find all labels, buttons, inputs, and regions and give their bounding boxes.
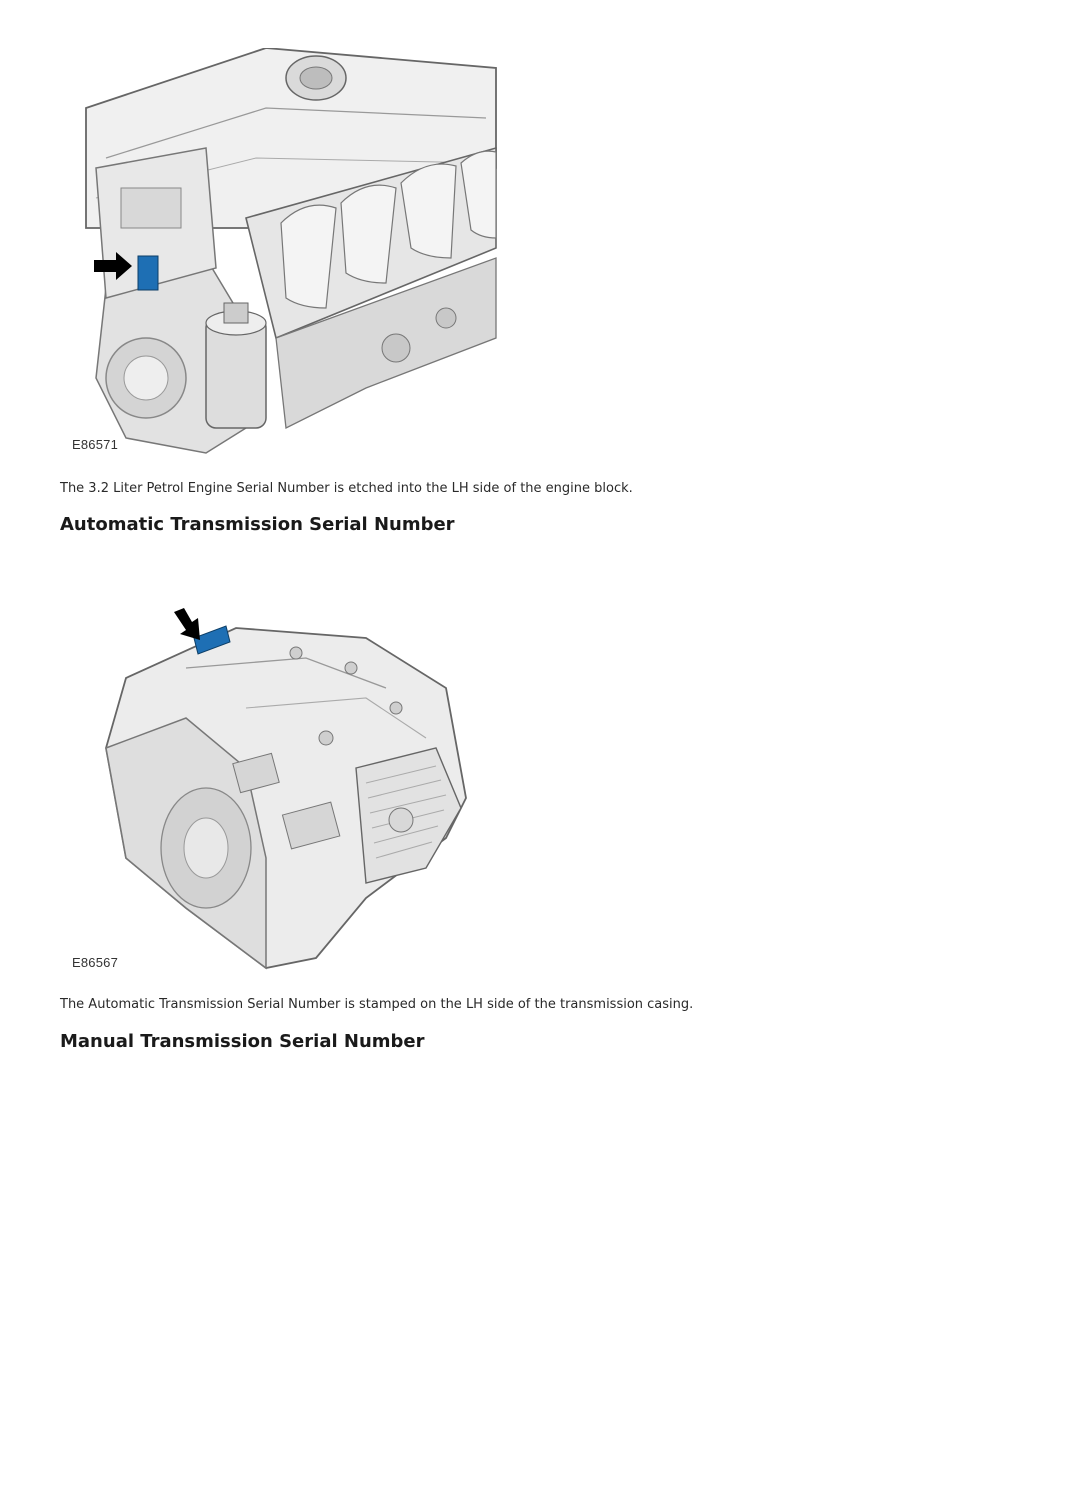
transmission-drawing <box>66 608 486 973</box>
serial-number-highlight <box>138 256 158 290</box>
section-heading-automatic: Automatic Transmission Serial Number <box>60 514 455 535</box>
section-heading-manual: Manual Transmission Serial Number <box>60 1031 425 1052</box>
arrow-icon <box>174 608 200 640</box>
figure-code: E86571 <box>72 437 119 452</box>
figure-caption: The Automatic Transmission Serial Number is stamped on the LH side of the transmission casing. <box>60 997 694 1012</box>
transmission-illustration <box>66 608 486 973</box>
engine-drawing <box>66 48 506 458</box>
figure-caption: The 3.2 Liter Petrol Engine Serial Number is etched into the LH side of the engine block. <box>60 481 633 496</box>
figure-code: E86567 <box>72 955 119 970</box>
engine-illustration <box>66 48 506 458</box>
